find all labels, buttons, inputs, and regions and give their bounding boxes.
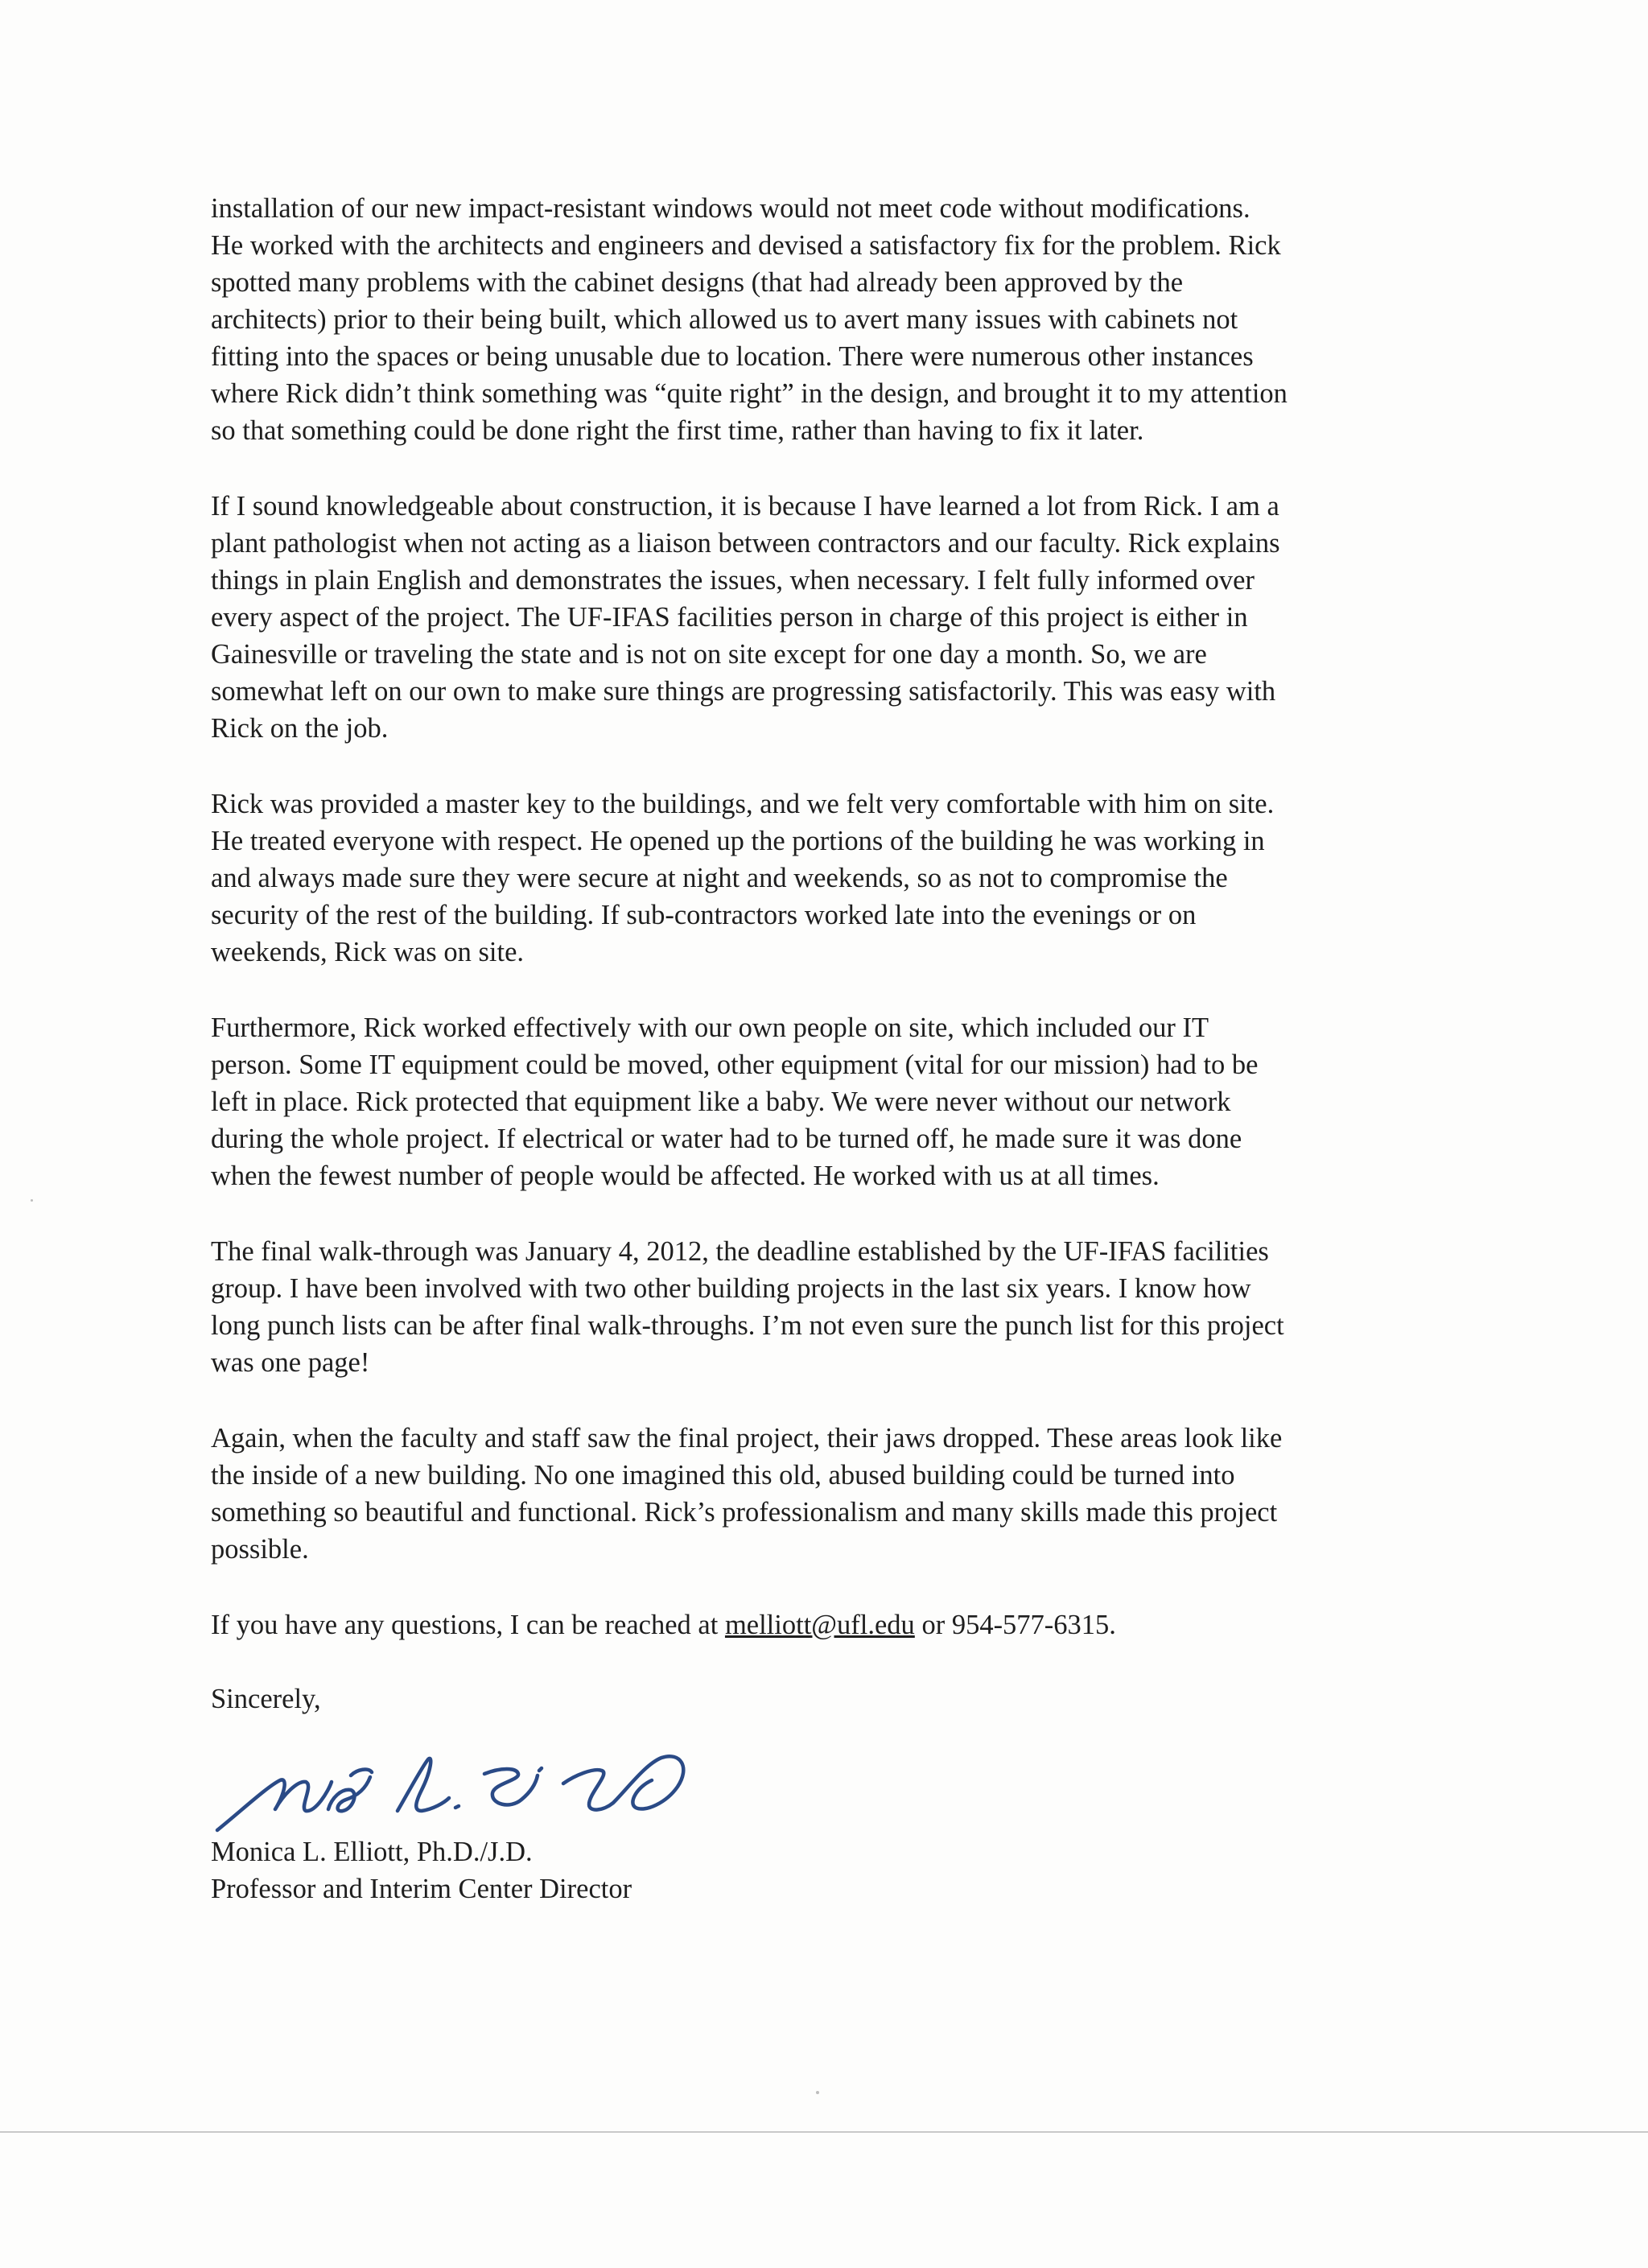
paragraph-line: left in place. Rick protected that equipment like a baby. We were never without our network [211, 1087, 1231, 1117]
paragraph-line: possible. [211, 1534, 309, 1565]
letter-paragraph [211, 190, 1466, 449]
paragraph-line: security of the rest of the building. If sub-contractors worked late into the evenings or on [211, 900, 1197, 930]
paragraph-line: when the fewest number of people would be affected. He worked with us at all times. [211, 1161, 1160, 1191]
paragraph-line: Gainesville or traveling the state and is not on site except for one day a month. So, we are [211, 639, 1207, 670]
letter-paragraph [211, 1420, 1466, 1568]
scan-speck [816, 2091, 819, 2094]
paragraph-line: fitting into the spaces or being unusable due to location. There were numerous other instances [211, 341, 1254, 372]
paragraph-line: and always made sure they were secure at night and weekends, so as not to compromise the [211, 863, 1228, 893]
paragraph-line: If I sound knowledgeable about construction, it is because I have learned a lot from Rick. I am a [211, 491, 1279, 522]
paragraph-line: The final walk-through was January 4, 2012, the deadline established by the UF-IFAS facilities [211, 1236, 1269, 1267]
contact-line [211, 1606, 1466, 1643]
paragraph-line: so that something could be done right the first time, rather than having to fix it later. [211, 415, 1144, 446]
scan-edge-line [0, 2131, 1648, 2133]
paragraph-line: group. I have been involved with two other building projects in the last six years. I know how [211, 1273, 1251, 1304]
paragraph-line: Rick on the job. [211, 713, 389, 744]
paragraph-line: plant pathologist when not acting as a liaison between contractors and our faculty. Rick explains [211, 528, 1280, 559]
paragraph-line: long punch lists can be after final walk-throughs. I’m not even sure the punch list for this project [211, 1310, 1284, 1341]
phone-number: 954-577-6315 [951, 1610, 1110, 1640]
paragraph-line: weekends, Rick was on site. [211, 937, 525, 967]
paragraph-line: something so beautiful and functional. Rick’s professionalism and many skills made this project [211, 1497, 1278, 1528]
paragraph-line: things in plain English and demonstrates the issues, when necessary. I felt fully informed over [211, 565, 1255, 596]
paragraph-line: Rick was provided a master key to the buildings, and we felt very comfortable with him on site. [211, 789, 1275, 819]
paragraph-line: every aspect of the project. The UF-IFAS facilities person in charge of this project is either in [211, 602, 1248, 633]
paragraph-line: installation of our new impact-resistant windows would not meet code without modifications. [211, 193, 1250, 224]
paragraph-line: spotted many problems with the cabinet designs (that had already been approved by the [211, 267, 1184, 298]
paragraph-line: person. Some IT equipment could be moved, other equipment (vital for our mission) had to be [211, 1049, 1259, 1080]
contact-suffix: . [1109, 1610, 1116, 1640]
paragraph-line: He worked with the architects and engineers and devised a satisfactory fix for the problem. Rick [211, 230, 1281, 261]
signature-block [211, 1833, 1466, 1907]
signer-title: Professor and Interim Center Director [211, 1874, 632, 1904]
contact-prefix: If you have any questions, I can be reached at [211, 1610, 725, 1640]
letter-paragraph [211, 1233, 1466, 1381]
paragraph-line: was one page! [211, 1347, 370, 1378]
letter-paragraph [211, 786, 1466, 971]
closing: Sincerely, [211, 1684, 321, 1714]
letter-body [211, 190, 1466, 1907]
letter-paragraphs [211, 190, 1466, 1568]
paragraph-line: during the whole project. If electrical or water had to be turned off, he made sure it was done [211, 1124, 1242, 1154]
contact-middle: or [914, 1610, 952, 1640]
paragraph-line: architects) prior to their being built, which allowed us to avert many issues with cabinets not [211, 304, 1238, 335]
paragraph-line: where Rick didn’t think something was “quite right” in the design, and brought it to my attention [211, 378, 1288, 409]
paragraph-line: Furthermore, Rick worked effectively with our own people on site, which included our IT [211, 1012, 1209, 1043]
paragraph-line: Again, when the faculty and staff saw the final project, their jaws dropped. These areas look like [211, 1423, 1283, 1454]
letter-paragraph [211, 488, 1466, 747]
handwritten-signature [211, 1735, 726, 1840]
email-link[interactable]: melliott@ufl.edu [724, 1610, 915, 1640]
scan-speck [31, 1199, 33, 1202]
letter-paragraph [211, 1009, 1466, 1194]
paragraph-line: somewhat left on our own to make sure things are progressing satisfactorily. This was easy with [211, 676, 1276, 707]
paragraph-line: the inside of a new building. No one imagined this old, abused building could be turned into [211, 1460, 1235, 1491]
paragraph-line: He treated everyone with respect. He opened up the portions of the building he was working in [211, 826, 1265, 856]
signer-name: Monica L. Elliott, Ph.D./J.D. [211, 1837, 533, 1867]
